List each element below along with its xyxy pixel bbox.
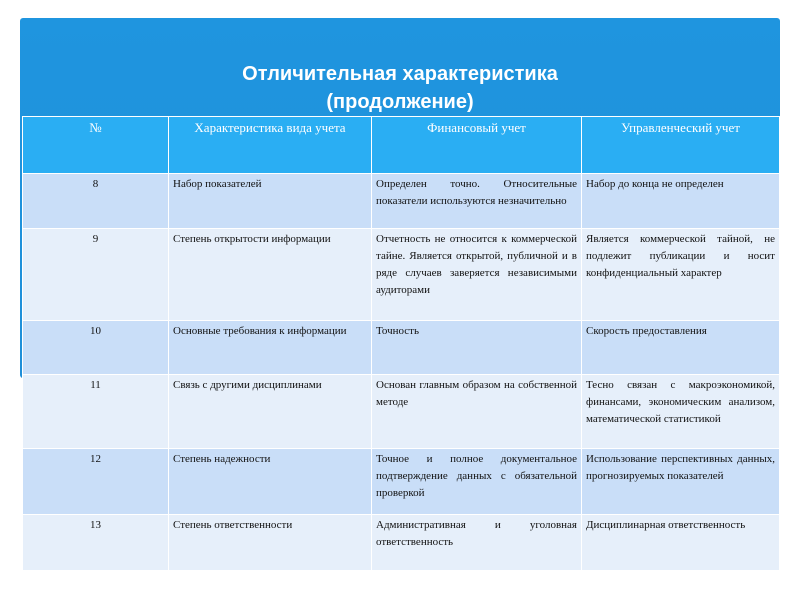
row-characteristic: Основные требования к информации — [169, 321, 372, 375]
header-financial: Финансовый учет — [372, 117, 582, 174]
table-row — [23, 229, 780, 321]
slide-title — [20, 60, 780, 116]
row-characteristic: Степень открытости информации — [169, 229, 372, 321]
row-financial: Точность — [372, 321, 582, 375]
row-management: Использование перспективных данных, прогнозируемых показателей — [582, 449, 780, 515]
table-row — [23, 174, 780, 229]
row-characteristic: Связь с другими дисциплинами — [169, 375, 372, 449]
row-number: 9 — [23, 229, 169, 321]
header-management: Управленческий учет — [582, 117, 780, 174]
table-header-row — [23, 117, 780, 174]
title-line-1: Отличительная характеристика — [242, 63, 558, 85]
row-characteristic: Степень надежности — [169, 449, 372, 515]
table-row — [23, 375, 780, 449]
header-number: № — [23, 117, 169, 174]
row-management: Тесно связан с макроэкономикой, финансами, экономическим анализом, математической статистикой — [582, 375, 780, 449]
row-number: 8 — [23, 174, 169, 229]
row-management: Набор до конца не определен — [582, 174, 780, 229]
row-characteristic: Набор показателей — [169, 174, 372, 229]
table-row — [23, 515, 780, 571]
row-number: 12 — [23, 449, 169, 515]
row-financial: Административная и уголовная ответственность — [372, 515, 582, 571]
row-characteristic: Степень ответственности — [169, 515, 372, 571]
row-management: Дисциплинарная ответственность — [582, 515, 780, 571]
title-line-2: (продолжение) — [326, 91, 474, 113]
comparison-table — [22, 116, 780, 571]
row-management: Является коммерческой тайной, не подлежит публикации и носит конфиденциальный характер — [582, 229, 780, 321]
row-financial: Основан главным образом на собственной методе — [372, 375, 582, 449]
row-number: 10 — [23, 321, 169, 375]
table-row — [23, 449, 780, 515]
row-number: 13 — [23, 515, 169, 571]
row-management: Скорость предоставления — [582, 321, 780, 375]
table-row — [23, 321, 780, 375]
row-number: 11 — [23, 375, 169, 449]
row-financial: Отчетность не относится к коммерческой тайне. Является открытой, публичной и в ряде случаев заверяется независимыми аудиторами — [372, 229, 582, 321]
row-financial: Точное и полное документальное подтверждение данных с обязательной проверкой — [372, 449, 582, 515]
row-financial: Определен точно. Относительные показатели используются незначительно — [372, 174, 582, 229]
header-characteristic: Характеристика вида учета — [169, 117, 372, 174]
